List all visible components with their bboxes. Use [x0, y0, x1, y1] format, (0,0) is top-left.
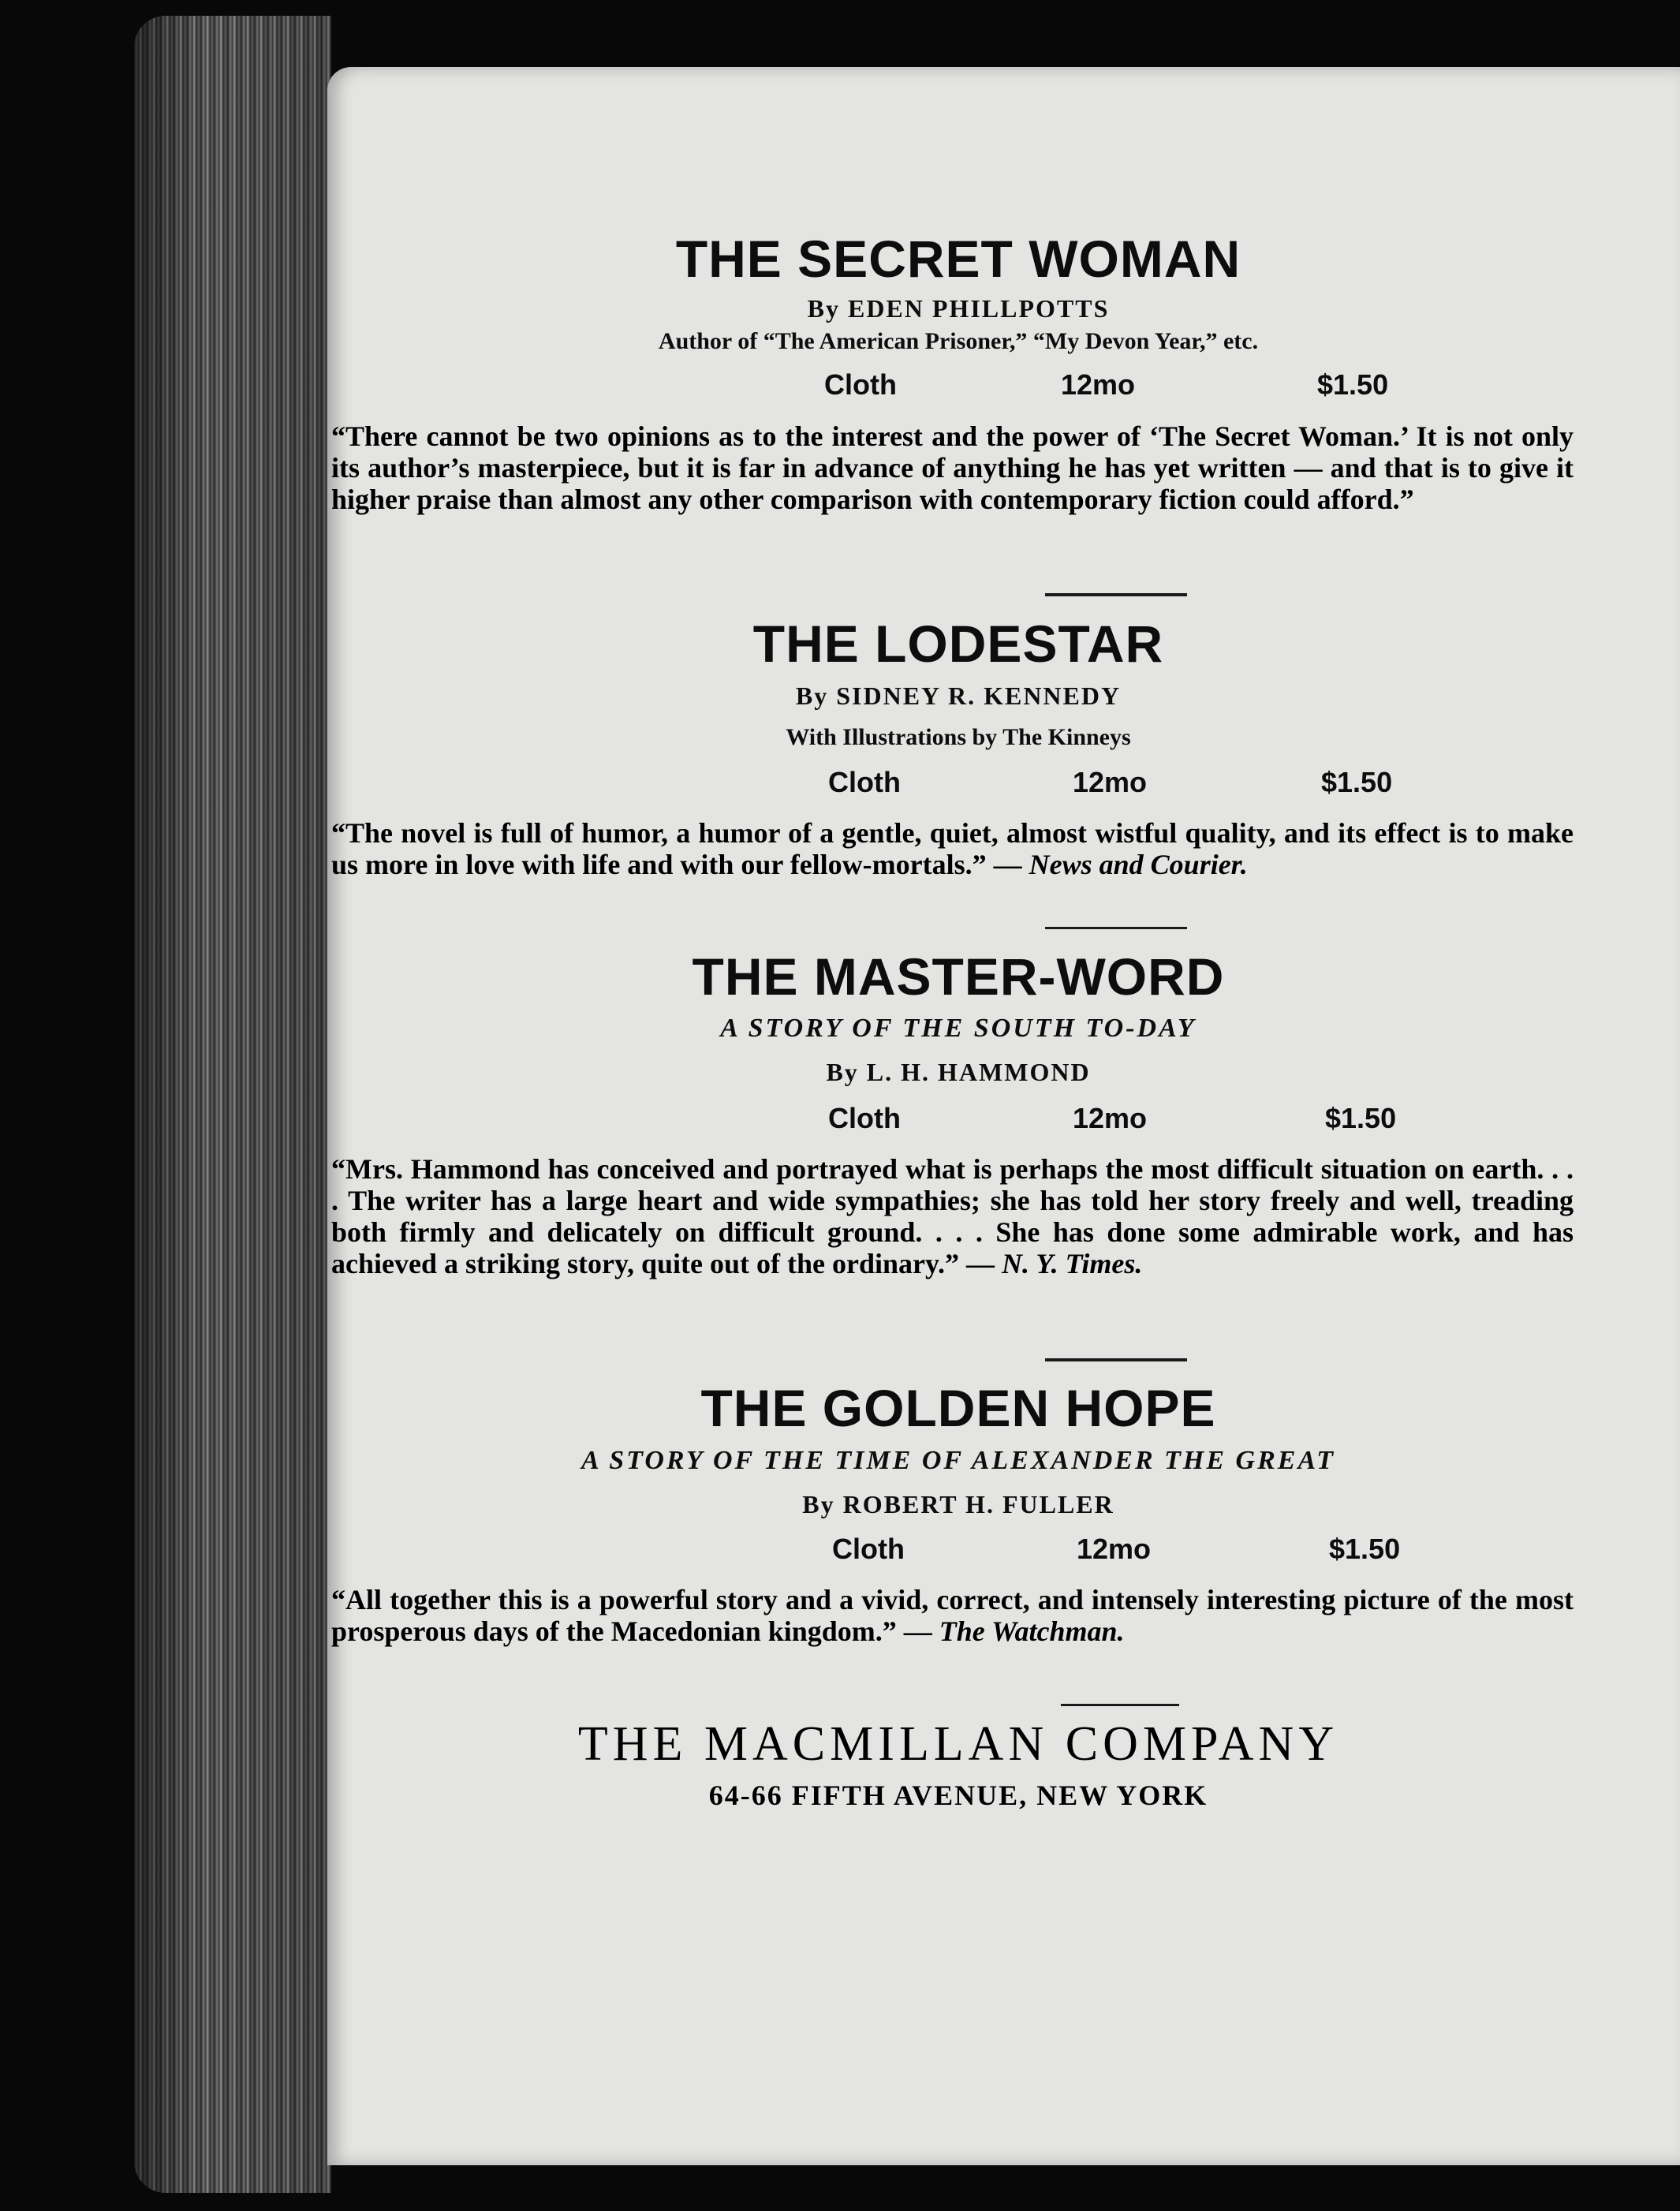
review-source: The Watchman. — [939, 1615, 1125, 1647]
book-format: 12mo — [1061, 368, 1136, 401]
publisher-address: 64-66 FIFTH AVENUE, NEW YORK — [708, 1780, 1208, 1811]
section-divider — [1045, 1358, 1187, 1361]
publisher-name: THE MACMILLAN COMPANY — [577, 1717, 1339, 1771]
review-quote — [331, 420, 1574, 515]
review-quote — [331, 817, 1574, 880]
book-price: $1.50 — [1317, 368, 1389, 401]
review-text: “Mrs. Hammond has conceived and portrayed what is perhaps the most difficult situation on earth. . . . The writer has a large heart and wide sympathies; she has told her story freely and well, treading both firmly and delicately on difficult ground. . . . She has done some admirable work, and has achieved a striking story, quite out of the ordinary.” — — [331, 1153, 1574, 1279]
book-price: $1.50 — [1329, 1533, 1401, 1565]
review-quote — [331, 1153, 1574, 1279]
page-paper — [327, 67, 1680, 2165]
book-binding: Cloth — [824, 368, 897, 401]
book-illustrator: With Illustrations by The Kinneys — [786, 724, 1131, 750]
review-text: “All together this is a powerful story and a vivid, correct, and intensely interesting picture of the most prosperous days of the Macedonian kingdom.” — — [331, 1584, 1574, 1647]
book-price: $1.50 — [1325, 1102, 1397, 1134]
book-format: 12mo — [1073, 1102, 1148, 1134]
book-title: THE LODESTAR — [752, 614, 1164, 673]
book-title: THE GOLDEN HOPE — [700, 1379, 1216, 1437]
review-text: “The novel is full of humor, a humor of a gentle, quiet, almost wistful quality, and its effect is to make us more in love with life and with our fellow-mortals.” — — [331, 817, 1574, 880]
review-quote — [331, 1584, 1574, 1647]
book-binding: Cloth — [828, 1102, 901, 1134]
book-author: By ROBERT H. FULLER — [802, 1490, 1114, 1518]
book-author: By L. H. HAMMOND — [826, 1058, 1091, 1086]
book-tagline: A STORY OF THE TIME OF ALEXANDER THE GREAT — [581, 1446, 1336, 1475]
book-author: By EDEN PHILLPOTTS — [807, 294, 1110, 323]
review-source: N. Y. Times. — [1002, 1248, 1143, 1279]
book-title: THE MASTER-WORD — [692, 947, 1225, 1006]
review-text: “There cannot be two opinions as to the interest and the power of ‘The Secret Woman.’ It is not only its author’s masterpiece, but it is far in advance of anything he has yet written — and that is to give it higher praise than almost any other comparison with contemporary fiction could afford.” — [331, 420, 1574, 515]
section-divider — [1045, 593, 1187, 596]
book-author-note: Author of “The American Prisoner,” “My Devon Year,” etc. — [658, 328, 1259, 354]
review-source: News and Courier. — [1029, 849, 1248, 880]
section-divider — [1061, 1704, 1179, 1706]
section-divider — [1045, 927, 1187, 929]
book-binding: Cloth — [828, 766, 901, 798]
spine-shadow — [134, 16, 331, 2193]
book-tagline: A STORY OF THE SOUTH TO-DAY — [720, 1014, 1197, 1043]
book-author: By SIDNEY R. KENNEDY — [795, 682, 1122, 710]
book-format: 12mo — [1073, 766, 1148, 798]
book-title: THE SECRET WOMAN — [675, 230, 1241, 288]
book-format: 12mo — [1077, 1533, 1152, 1565]
book-binding: Cloth — [832, 1533, 905, 1565]
book-price: $1.50 — [1321, 766, 1393, 798]
